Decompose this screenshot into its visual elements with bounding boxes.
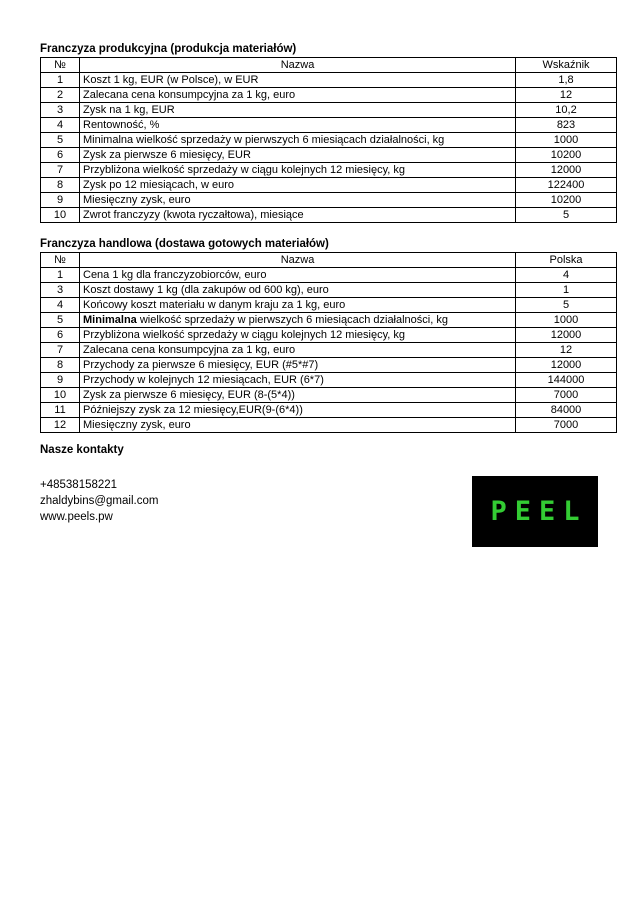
row-value-cell: 144000: [516, 373, 617, 388]
row-number-cell: 7: [41, 163, 80, 178]
row-value-cell: 823: [516, 118, 617, 133]
row-number-cell: 8: [41, 178, 80, 193]
row-name-cell: Rentowność, %: [80, 118, 516, 133]
row-number-cell: 6: [41, 148, 80, 163]
column-header-number: №: [41, 58, 80, 73]
table-row: [41, 358, 617, 373]
row-value-cell: 5: [516, 208, 617, 223]
row-name-cell: Koszt 1 kg, EUR (w Polsce), w EUR: [80, 73, 516, 88]
row-value-cell: 84000: [516, 403, 617, 418]
column-header-value: Polska: [516, 253, 617, 268]
row-number-cell: 2: [41, 88, 80, 103]
row-value-cell: 1,8: [516, 73, 617, 88]
row-number-cell: 4: [41, 118, 80, 133]
row-name-cell: Miesięczny zysk, euro: [80, 418, 516, 433]
table-row: [41, 163, 617, 178]
row-value-cell: 7000: [516, 418, 617, 433]
table-row: [41, 328, 617, 343]
table-row: [41, 283, 617, 298]
row-value-cell: 12: [516, 343, 617, 358]
column-header-name: Nazwa: [80, 253, 516, 268]
table-1-title: Franczyza produkcyjna (produkcja materiałów): [40, 43, 297, 55]
table-row: [41, 103, 617, 118]
table-trade-franchise: [40, 252, 617, 433]
header-row: [41, 58, 617, 73]
row-name-cell: Zysk po 12 miesiącach, w euro: [80, 178, 516, 193]
row-number-cell: 11: [41, 403, 80, 418]
contact-website: www.peels.pw: [40, 511, 113, 523]
row-value-cell: 10200: [516, 193, 617, 208]
row-number-cell: 7: [41, 343, 80, 358]
row-name-cell: Koszt dostawy 1 kg (dla zakupów od 600 kg), euro: [80, 283, 516, 298]
table-row: [41, 313, 617, 328]
table-row: [41, 88, 617, 103]
row-name-cell: Minimalna wielkość sprzedaży w pierwszych 6 miesiącach działalności, kg: [80, 133, 516, 148]
peel-logo-text: PEEL: [490, 496, 588, 527]
contact-email: zhaldybins@gmail.com: [40, 495, 159, 507]
row-value-cell: 12000: [516, 358, 617, 373]
row-value-cell: 5: [516, 298, 617, 313]
row-name-cell: Zysk za pierwsze 6 miesięcy, EUR (8-(5*4)): [80, 388, 516, 403]
row-name-cell: Zysk na 1 kg, EUR: [80, 103, 516, 118]
table-row: [41, 343, 617, 358]
table-header: [41, 58, 617, 73]
row-name-cell: Przybliżona wielkość sprzedaży w ciągu kolejnych 12 miesięcy, kg: [80, 328, 516, 343]
row-value-cell: 4: [516, 268, 617, 283]
header-row: [41, 253, 617, 268]
table-row: [41, 133, 617, 148]
row-number-cell: 6: [41, 328, 80, 343]
table-row: [41, 118, 617, 133]
row-number-cell: 8: [41, 358, 80, 373]
table-body: [41, 268, 617, 433]
row-number-cell: 4: [41, 298, 80, 313]
column-header-name: Nazwa: [80, 58, 516, 73]
row-number-cell: 1: [41, 268, 80, 283]
table-row: [41, 388, 617, 403]
row-number-cell: 5: [41, 313, 80, 328]
table-row: [41, 178, 617, 193]
row-value-cell: 12: [516, 88, 617, 103]
row-name-cell: Miesięczny zysk, euro: [80, 193, 516, 208]
row-number-cell: 3: [41, 283, 80, 298]
row-value-cell: 12000: [516, 163, 617, 178]
row-number-cell: 9: [41, 373, 80, 388]
table-row: [41, 208, 617, 223]
row-name-cell: Zalecana cena konsumpcyjna za 1 kg, euro: [80, 343, 516, 358]
row-value-cell: 122400: [516, 178, 617, 193]
table-header: [41, 253, 617, 268]
table-row: [41, 148, 617, 163]
row-number-cell: 5: [41, 133, 80, 148]
table-2-title: Franczyza handlowa (dostawa gotowych materiałów): [40, 238, 329, 250]
row-name-cell: Końcowy koszt materiału w danym kraju za 1 kg, euro: [80, 298, 516, 313]
row-name-cell: Późniejszy zysk za 12 miesięcy,EUR(9-(6*4)): [80, 403, 516, 418]
row-number-cell: 10: [41, 388, 80, 403]
row-name-cell: Przychody za pierwsze 6 miesięcy, EUR (#5*#7): [80, 358, 516, 373]
table-production-franchise: [40, 57, 617, 223]
contacts-block: [40, 477, 158, 525]
row-value-cell: 1: [516, 283, 617, 298]
row-value-cell: 7000: [516, 388, 617, 403]
row-name-cell: Cena 1 kg dla franczyzobiorców, euro: [80, 268, 516, 283]
table-row: [41, 193, 617, 208]
row-name-cell: Przybliżona wielkość sprzedaży w ciągu kolejnych 12 miesięcy, kg: [80, 163, 516, 178]
table-body: [41, 73, 617, 223]
row-number-cell: 10: [41, 208, 80, 223]
row-number-cell: 1: [41, 73, 80, 88]
column-header-value: Wskaźnik: [516, 58, 617, 73]
row-name-cell: Zwrot franczyzy (kwota ryczałtowa), miesiące: [80, 208, 516, 223]
table-row: [41, 373, 617, 388]
row-number-cell: 3: [41, 103, 80, 118]
row-value-cell: 10200: [516, 148, 617, 163]
row-name-cell: Zalecana cena konsumpcyjna za 1 kg, euro: [80, 88, 516, 103]
peel-logo: [472, 476, 598, 547]
row-value-cell: 12000: [516, 328, 617, 343]
row-name-cell: Minimalna wielkość sprzedaży w pierwszych 6 miesiącach działalności, kg: [80, 313, 516, 328]
table-row: [41, 298, 617, 313]
table-row: [41, 418, 617, 433]
contacts-heading: Nasze kontakty: [40, 444, 124, 456]
row-name-cell: Zysk za pierwsze 6 miesięcy, EUR: [80, 148, 516, 163]
row-value-cell: 1000: [516, 133, 617, 148]
table-row: [41, 268, 617, 283]
row-value-cell: 1000: [516, 313, 617, 328]
row-name-cell: Przychody w kolejnych 12 miesiącach, EUR (6*7): [80, 373, 516, 388]
table-row: [41, 73, 617, 88]
row-number-cell: 12: [41, 418, 80, 433]
row-number-cell: 9: [41, 193, 80, 208]
table-row: [41, 403, 617, 418]
row-value-cell: 10,2: [516, 103, 617, 118]
contact-phone: +48538158221: [40, 479, 118, 491]
column-header-number: №: [41, 253, 80, 268]
